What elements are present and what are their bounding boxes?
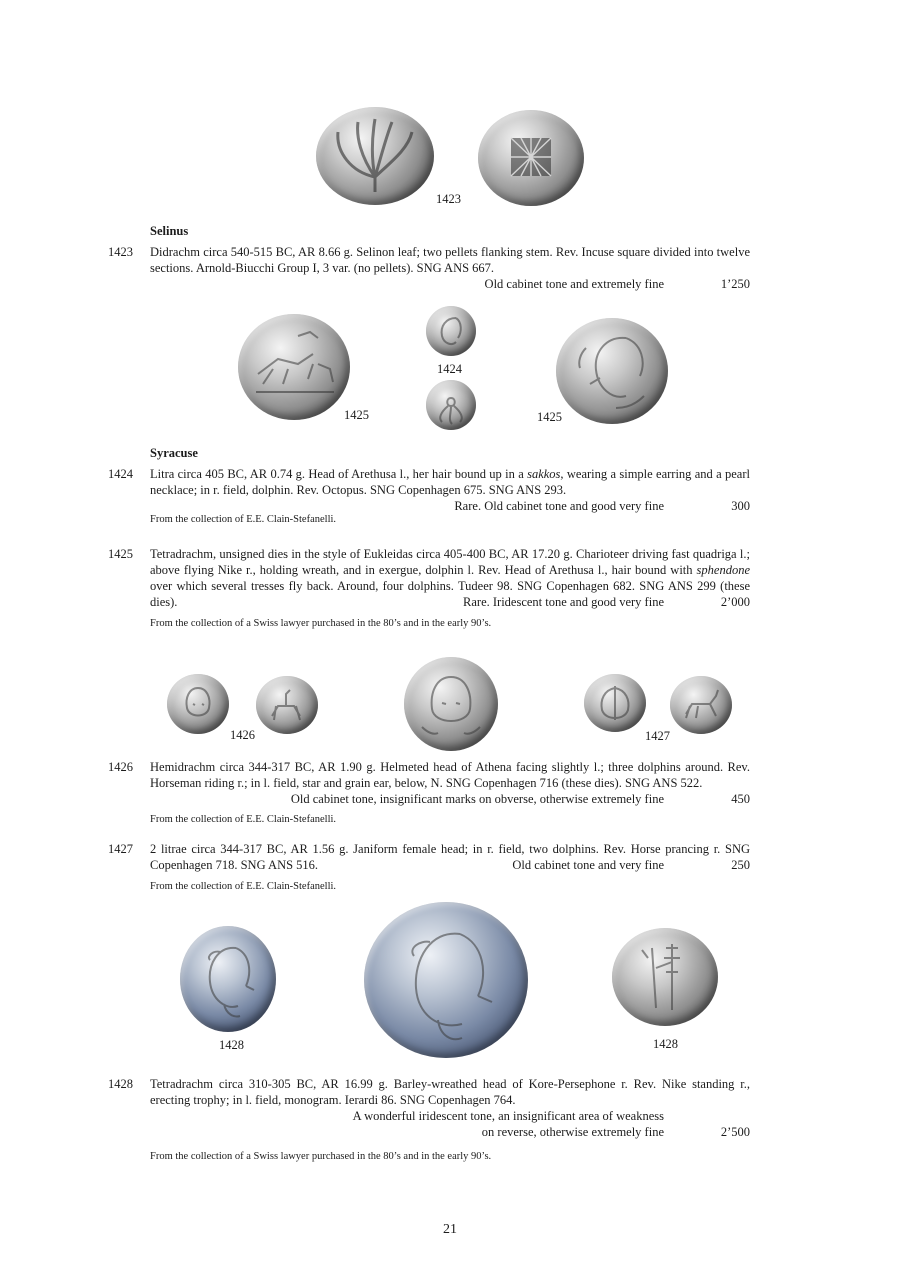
coin-1428-reverse [612,928,718,1026]
coin-1426-enlarged [404,657,498,751]
lot-price-1424: 300 [731,499,750,513]
image-caption-1425-left: 1425 [344,408,369,422]
lot-number-1427: 1427 [108,842,133,856]
arethusa-head-icon [556,318,668,424]
horseman-icon [256,676,318,734]
lot-condition-1424: Rare. Old cabinet tone and good very fine [454,499,664,513]
section-heading-selinus: Selinus [150,224,189,238]
lot-condition-1425: Rare. Iridescent tone and good very fine [457,594,664,610]
image-caption-1427: 1427 [645,729,670,743]
lot-price-1427: 250 [731,858,750,872]
section-heading-syracuse: Syracuse [150,446,198,460]
lot-provenance-1427: From the collection of E.E. Clain-Stefanelli. [150,881,337,892]
lot-description-1424-part-b: , wearing a simple earring and a pearl necklace; in r. field, dolphin. Rev. Octopus. SNG Copenhagen 675. SNG ANS 293. [150,467,750,497]
coin-1427-reverse [670,676,732,734]
athena-head-icon [167,674,229,734]
coin-1428-obverse [180,926,276,1032]
image-caption-1424: 1424 [437,362,462,376]
image-caption-1428-left: 1428 [219,1038,244,1052]
lot-description-1427: 2 litrae circa 344-317 BC, AR 1.56 g. Janiform female head; in r. field, two dolphins. Rev. Horse prancing r. SNG Copenhagen 718. SNG ANS 516. [150,842,750,872]
coin-1425-obverse [238,314,350,420]
arethusa-head-icon [426,306,476,356]
lot-description-1428: Tetradrachm circa 310-305 BC, AR 16.99 g. Barley-wreathed head of Kore-Persephone r. Rev. Nike standing r., erecting trophy; in l. field, monogram. Ierardi 86. SNG Copenhagen 764. [150,1077,750,1107]
lot-provenance-1428: From the collection of a Swiss lawyer purchased in the 80’s and in the early 90’s. [150,1151,492,1162]
lot-number-1425: 1425 [108,547,133,561]
persephone-head-icon [180,926,276,1032]
lot-price-1426: 450 [731,792,750,806]
quadriga-icon [238,314,350,420]
image-caption-1426: 1426 [230,728,255,742]
lot-number-1428: 1428 [108,1077,133,1091]
persephone-head-icon [364,902,528,1058]
image-caption-1423: 1423 [436,192,461,206]
horse-icon [670,676,732,734]
lot-number-1423: 1423 [108,245,133,259]
athena-head-icon [404,657,498,751]
lot-condition-1423: Old cabinet tone and extremely fine [484,277,664,291]
lot-condition-1428-line2: on reverse, otherwise extremely fine [481,1125,664,1139]
lot-condition-1427: Old cabinet tone and very fine [504,857,664,873]
coin-1426-reverse [256,676,318,734]
lot-provenance-1426: From the collection of E.E. Clain-Stefanelli. [150,814,337,825]
lot-price-1428: 2’500 [720,1125,750,1139]
lot-description-1425-part-b: over which several tresses fly back. Around, four dolphins. Tudeer 98. SNG Copenhagen 682. SNG ANS 299 (these dies). [150,579,750,609]
incuse-square-icon [478,110,584,206]
coin-1424-obverse [426,306,476,356]
lot-description-1423: Didrachm circa 540-515 BC, AR 8.66 g. Selinon leaf; two pellets flanking stem. Rev. Incuse square divided into twelve sections. Arnold-Biucchi Group I, 3 var. (no pellets). SNG ANS 667. [150,245,750,275]
coin-1424-reverse [426,380,476,430]
lot-description-1425-part-a: Tetradrachm, unsigned dies in the style of Eukleidas circa 405-400 BC, AR 17.20 g. Charioteer driving fast quadriga l.; above flying Nike r., holding wreath, and in exergue, dolphin l. Rev. Head of Arethusa l., hair bound with [150,547,750,577]
lot-price-1425: 2’000 [720,595,750,609]
lot-number-1424: 1424 [108,467,133,481]
lot-description-1424 [150,466,750,498]
coin-1427-obverse [584,674,646,732]
lot-condition-1428-line1: A wonderful iridescent tone, an insignificant area of weakness [352,1109,664,1123]
lot-description-1424-italic: sakkos [527,467,561,481]
lot-price-1423: 1’250 [720,277,750,291]
octopus-icon [426,380,476,430]
lot-condition-1426: Old cabinet tone, insignificant marks on obverse, otherwise extremely fine [283,791,664,807]
lot-number-1426: 1426 [108,760,133,774]
lot-provenance-1424: From the collection of E.E. Clain-Stefanelli. [150,514,337,525]
selinon-leaf-icon [316,107,434,205]
image-caption-1428-right: 1428 [653,1037,678,1051]
lot-description-1424-part-a: Litra circa 405 BC, AR 0.74 g. Head of Arethusa l., her hair bound up in a [150,467,528,481]
coin-1423-obverse [316,107,434,205]
page-number: 21 [443,1222,457,1237]
coin-1428-enlarged [364,902,528,1058]
lot-provenance-1425: From the collection of a Swiss lawyer purchased in the 80’s and in the early 90’s. [150,618,492,629]
lot-description-1426: Hemidrachm circa 344-317 BC, AR 1.90 g. Helmeted head of Athena facing slightly l.; three dolphins around. Rev. Horseman riding r.; in l. field, star and grain ear, below, N. SNG Copenhagen 716 (these dies). SNG ANS 522. [150,760,750,790]
coin-1425-reverse [556,318,668,424]
janiform-head-icon [584,674,646,732]
coin-1426-obverse [167,674,229,734]
coin-1423-reverse [478,110,584,206]
image-caption-1425-right: 1425 [537,410,562,424]
nike-trophy-icon [612,928,718,1026]
lot-description-1425-italic: sphendone [696,563,750,577]
